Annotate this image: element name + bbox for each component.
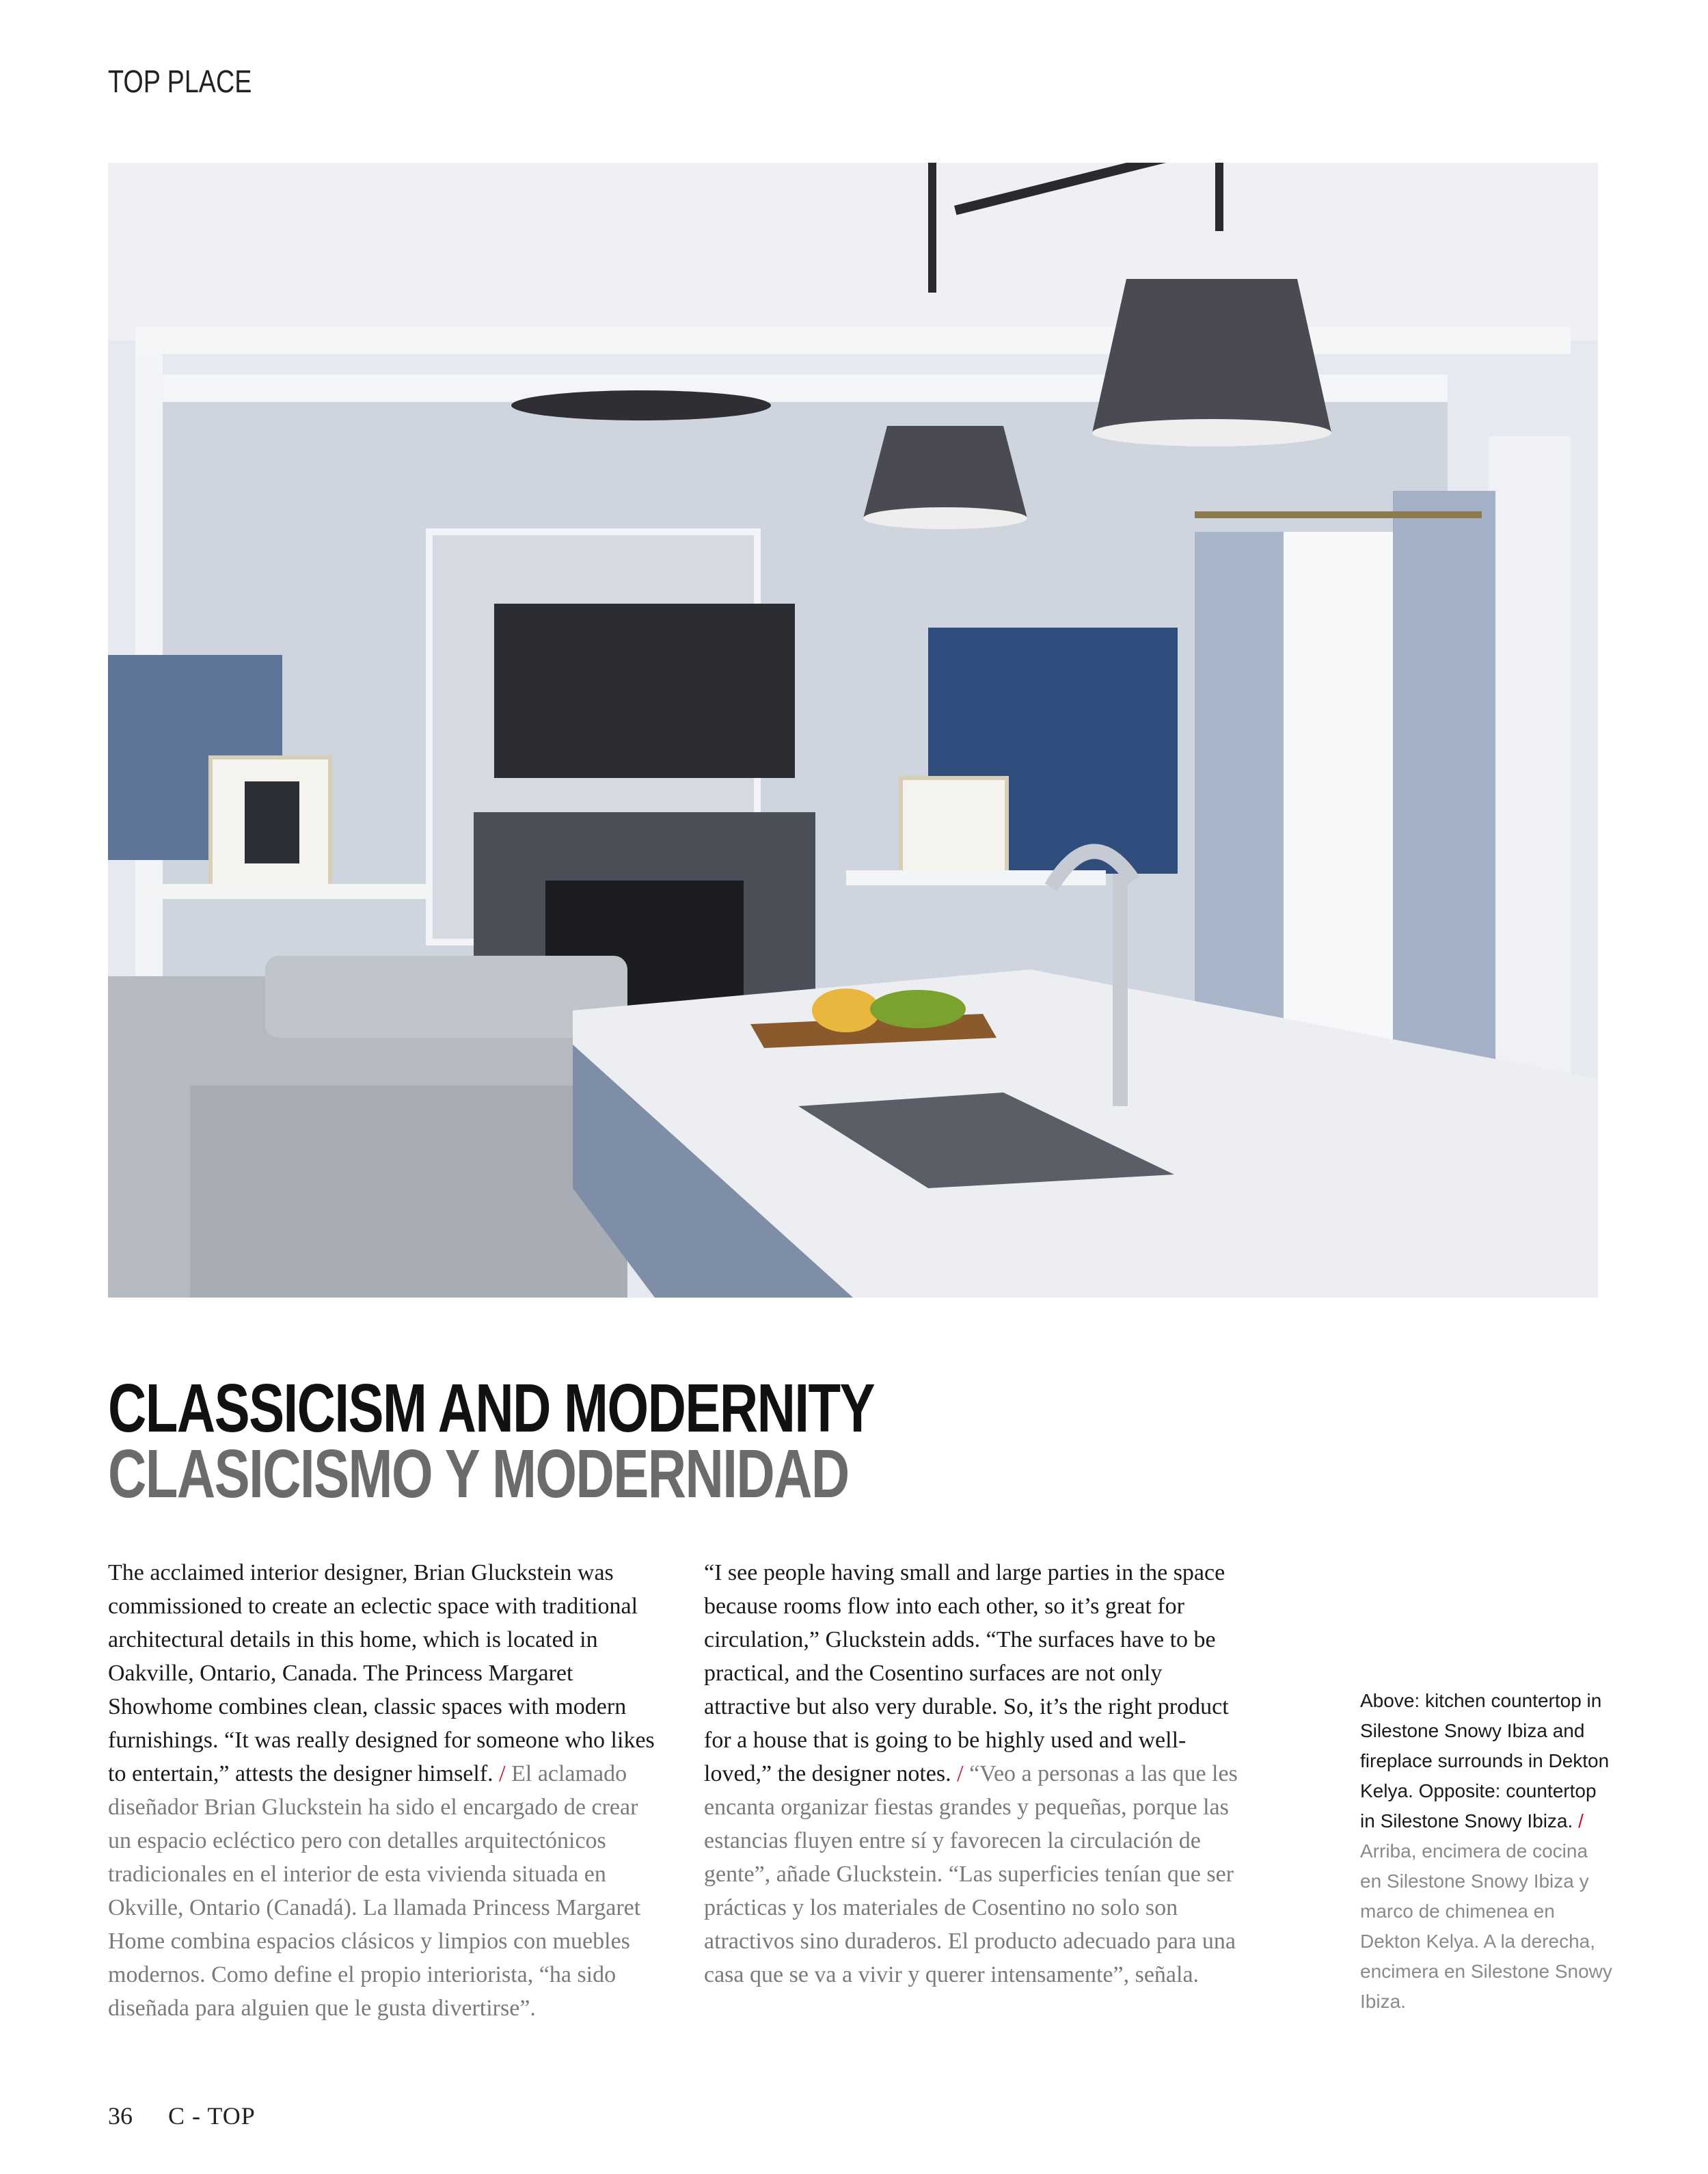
pendant-shade-1: [863, 426, 1027, 518]
language-separator: /: [957, 1761, 964, 1786]
headline-spanish: CLASICISMO Y MODERNIDAD: [108, 1436, 849, 1512]
kitchen-living-room-photo: [108, 163, 1598, 1298]
shelf-left: [135, 884, 429, 899]
headline-english: CLASSICISM AND MODERNITY: [108, 1370, 875, 1447]
photo-caption: [1360, 1686, 1613, 2017]
pendant-rod-1: [928, 163, 936, 293]
body-column-2: [704, 1556, 1251, 1991]
body-column-1: [108, 1556, 655, 2025]
ceiling-beam: [108, 163, 1598, 340]
caption-english: Above: kitchen countertop in Silestone Snowy Ibiza and fireplace surrounds in Dekton Kelya. Opposite: countertop in Silestone Snowy Ibiza.: [1360, 1690, 1610, 1831]
language-separator: /: [499, 1761, 506, 1786]
pendant-rod-2: [1215, 163, 1223, 231]
art-left-small-motif: [245, 781, 299, 863]
col1-english: The acclaimed interior designer, Brian Gluckstein was commissioned to create an eclectic space with traditional architectural details in this home, which is located in Oakville, Ontario, Canada. The Princess Margaret Showhome combines clean, classic spaces with modern furnishings. “It was really designed for someone who likes to entertain,” attests the designer himself.: [108, 1560, 655, 1786]
col1-spanish: El aclamado diseñador Brian Gluckstein ha sido el encargado de crear un espacio ecléctico pero con detalles arquitectónicos tradicionales en el interior de esta vivienda situada en Okville, Ontario (Canadá). La llamada Princess Margaret Home combina espacios clásicos y limpios con muebles modernos. Como define el propio interiorista, “ha sido diseñada para alguien que le gusta divertirse”.: [108, 1761, 641, 2021]
art-right-small: [901, 778, 1007, 874]
faucet: [1113, 874, 1128, 1106]
section-label: TOP PLACE: [108, 64, 252, 99]
sofa-seat: [190, 1086, 627, 1298]
page-number: 36: [108, 2102, 133, 2130]
magazine-name: C - TOP: [168, 2102, 256, 2130]
photo-illustration: [108, 163, 1598, 1298]
crown-molding: [135, 327, 1571, 354]
curtain-rod: [1195, 511, 1482, 518]
grapes: [870, 990, 966, 1028]
col2-english: “I see people having small and large parties in the space because rooms flow into each other, so it’s great for circulation,” Gluckstein adds. “The surfaces have to be practical, and the Cosentino surfaces are not only attractive but also very durable. So, it’s the right product for a house that is going to be highly used and well-loved,” the designer notes.: [704, 1560, 1229, 1786]
page-footer: [108, 2102, 256, 2130]
caption-spanish: Arriba, encimera de cocina en Silestone Snowy Ibiza y marco de chimenea en Dekton Kelya. A la derecha, encimera en Silestone Snowy Ibiza.: [1360, 1840, 1612, 2012]
pendant-diffuser-2: [1092, 419, 1331, 446]
article-headline: [108, 1370, 875, 1512]
pendant-shade-2: [1092, 279, 1331, 433]
language-separator: /: [1578, 1810, 1584, 1831]
pendant-diffuser-1: [863, 507, 1027, 529]
ceiling-fixture: [511, 390, 771, 420]
cheese: [812, 989, 880, 1032]
col2-spanish: “Veo a personas a las que les encanta organizar fiestas grandes y pequeñas, porque las estancias fluyen entre sí y favorecen la circulación de gente”, añade Gluckstein. “Las superficies tenían que ser prácticas y los materiales de Cosentino no solo son atractivos sino duraderos. El producto adecuado para una casa que se va a vivir y querer intensamente”, señala.: [704, 1761, 1238, 1987]
television: [494, 604, 795, 778]
